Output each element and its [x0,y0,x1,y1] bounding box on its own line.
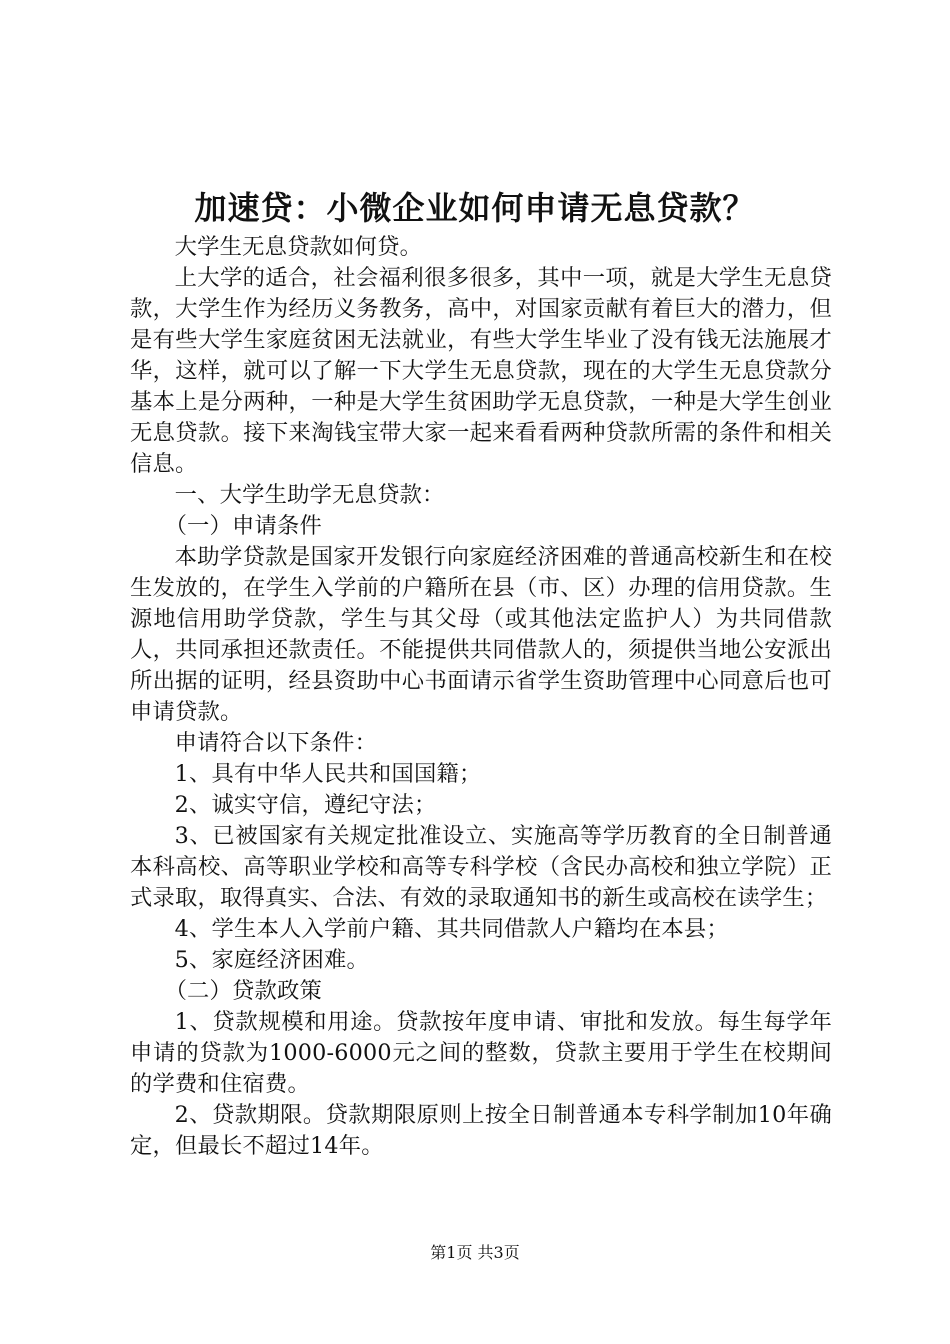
list-item: 1、具有中华人民共和国国籍； [174,761,482,787]
subsection-heading: （二）贷款政策 [164,978,323,1004]
page-footer: 第1页 共3页 [430,1243,520,1262]
paragraph: 上大学的适合，社会福利很多很多，其中一项，就是大学生无息贷款，大学生作为经历义务教务，高中，对国家贡献有着巨大的潜力，但是有些大学生家庭贫困无法就业，有些大学生毕业了没有钱无法施展才华，这样，就可以了解一下大学生无息贷款，现在的大学生无息贷款分基本上是分两种，一种是大学生贫困助学无息贷款，一种是大学生创业无息贷款。接下来淘钱宝带大家一起来看看两种贷款所需的条件和相关信息。 [130,265,832,477]
list-item: 2、贷款期限。贷款期限原则上按全日制普通本专科学制加10年确定，但最长不超过14年。 [130,1102,832,1159]
section-heading: 一、大学生助学无息贷款： [174,482,445,508]
paragraph: 大学生无息贷款如何贷。 [174,234,423,260]
list-item: 4、学生本人入学前户籍、其共同借款人户籍均在本县； [174,916,729,942]
document-body [130,232,832,1162]
subsection-heading: （一）申请条件 [164,513,323,539]
paragraph: 本助学贷款是国家开发银行向家庭经济困难的普通高校新生和在校生发放的，在学生入学前的户籍所在县（市、区）办理的信用贷款。生源地信用助学贷款，学生与其父母（或其他法定监护人）为共同借款人，共同承担还款责任。不能提供共同借款人的，须提供当地公安派出所出据的证明，经县资助中心书面请示省学生资助管理中心同意后也可申请贷款。 [130,544,832,725]
paragraph: 申请符合以下条件： [174,730,378,756]
list-item: 5、家庭经济困难。 [174,947,369,973]
list-item: 1、贷款规模和用途。贷款按年度申请、审批和发放。每生每学年申请的贷款为1000-6000元之间的整数，贷款主要用于学生在校期间的学费和住宿费。 [130,1009,832,1097]
list-item: 3、已被国家有关规定批准设立、实施高等学历教育的全日制普通本科高校、高等职业学校和高等专科学校（含民办高校和独立学院）正式录取，取得真实、合法、有效的录取通知书的新生或高校在读学生； [130,823,832,911]
list-item: 2、诚实守信，遵纪守法； [174,792,437,818]
document-title: 加速贷：小微企业如何申请无息贷款？ [194,189,756,227]
